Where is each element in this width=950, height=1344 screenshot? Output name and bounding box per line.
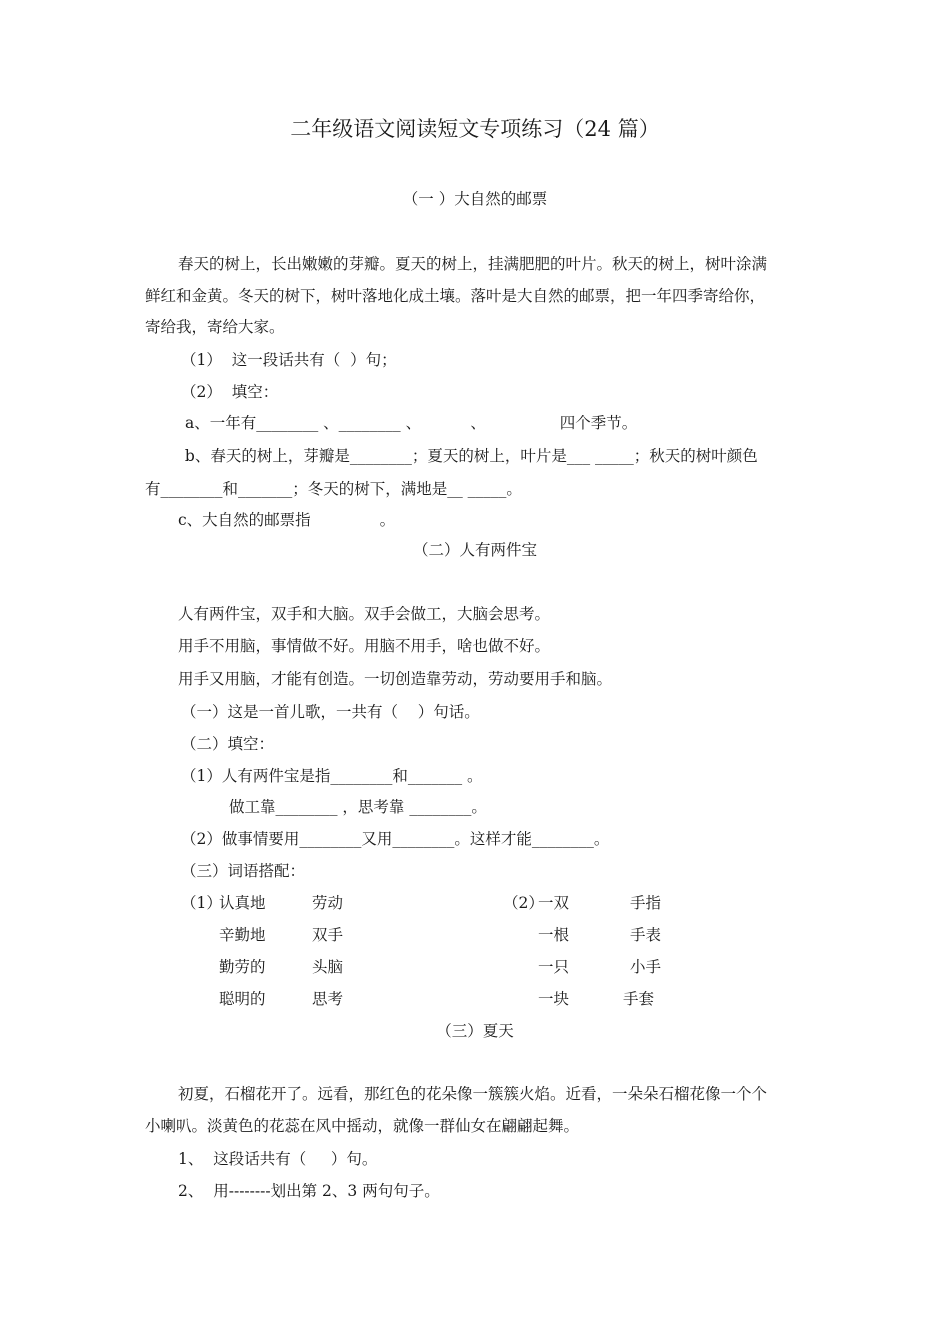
match-1-right-item: 劳动 [312, 894, 344, 912]
match-1-left-item: 聪明的 [219, 990, 266, 1008]
match-1-left-item: 勤劳的 [219, 958, 266, 976]
match-2-right-item: 小手 [630, 958, 662, 976]
s1-question-2b: b、春天的树上，芽瓣是________；夏天的树上，叶片是___ _____；秋天的树叶颜色 [180, 447, 758, 465]
match-2-left-item: 一双 [538, 894, 570, 912]
match-1-label: （1） [181, 894, 222, 912]
match-2-label: （2） [503, 894, 544, 912]
s1-question-2: （2） 填空： [181, 383, 279, 401]
match-1-right-item: 双手 [312, 926, 344, 944]
match-1-left-item: 认真地 [219, 894, 266, 912]
s1-question-2b-cont: 有________和_______；冬天的树下，满地是__ _____。 [145, 480, 522, 498]
s2-question-2-1-cont: 做工靠________ ，思考靠 ________。 [229, 798, 487, 816]
s1-paragraph-line: 寄给我，寄给大家。 [145, 318, 285, 336]
s2-poem-line: 用手不用脑，事情做不好。用脑不用手，啥也做不好。 [178, 637, 551, 655]
s2-question-1: （一）这是一首儿歌，一共有（ ）句话。 [181, 703, 480, 721]
s2-question-2-2: （2）做事情要用________又用________。这样才能________。 [181, 830, 610, 848]
match-2-right-item: 手表 [630, 926, 662, 944]
match-2-left-item: 一块 [538, 990, 570, 1008]
match-1-right-item: 头脑 [312, 958, 344, 976]
section-1-heading: （一 ）大自然的邮票 [402, 190, 548, 208]
page-title: 二年级语文阅读短文专项练习（24 篇） [290, 117, 660, 141]
s1-paragraph-line: 鲜红和金黄。冬天的树下，树叶落地化成土壤。落叶是大自然的邮票，把一年四季寄给你， [145, 287, 766, 305]
s2-question-3: （三）词语搭配： [181, 862, 306, 880]
match-2-right-item: 手套 [623, 990, 655, 1008]
s3-paragraph-line: 初夏，石榴花开了。远看，那红色的花朵像一簇簇火焰。近看，一朵朵石榴花像一个个 [178, 1085, 768, 1103]
section-3-heading: （三）夏天 [436, 1022, 514, 1040]
s1-question-2c: c、大自然的邮票指 。 [178, 511, 396, 529]
match-2-right-item: 手指 [630, 894, 662, 912]
s2-poem-line: 用手又用脑，才能有创造。一切创造靠劳动，劳动要用手和脑。 [178, 670, 613, 688]
s2-question-2-1: （1）人有两件宝是指________和_______ 。 [181, 767, 483, 785]
match-2-left-item: 一根 [538, 926, 570, 944]
s2-question-2: （二）填空： [181, 735, 275, 753]
s3-question-2: 2、 用--------划出第 2、3 两句句子。 [178, 1182, 440, 1200]
s3-paragraph-line: 小喇叭。淡黄色的花蕊在风中摇动，就像一群仙女在翩翩起舞。 [145, 1117, 580, 1135]
s1-question-1: （1） 这一段话共有（ ）句； [181, 351, 397, 369]
match-2-left-item: 一只 [538, 958, 570, 976]
s1-paragraph-line: 春天的树上，长出嫩嫩的芽瓣。夏天的树上，挂满肥肥的叶片。秋天的树上，树叶涂满 [178, 255, 768, 273]
s2-poem-line: 人有两件宝，双手和大脑。双手会做工，大脑会思考。 [178, 605, 551, 623]
match-1-right-item: 思考 [312, 990, 344, 1008]
section-2-heading: （二）人有两件宝 [412, 541, 537, 559]
match-1-left-item: 辛勤地 [219, 926, 266, 944]
s1-question-2a: a、一年有________ 、________ 、 、 四个季节。 [185, 414, 638, 432]
s3-question-1: 1、 这段话共有（ ）句。 [178, 1150, 378, 1168]
